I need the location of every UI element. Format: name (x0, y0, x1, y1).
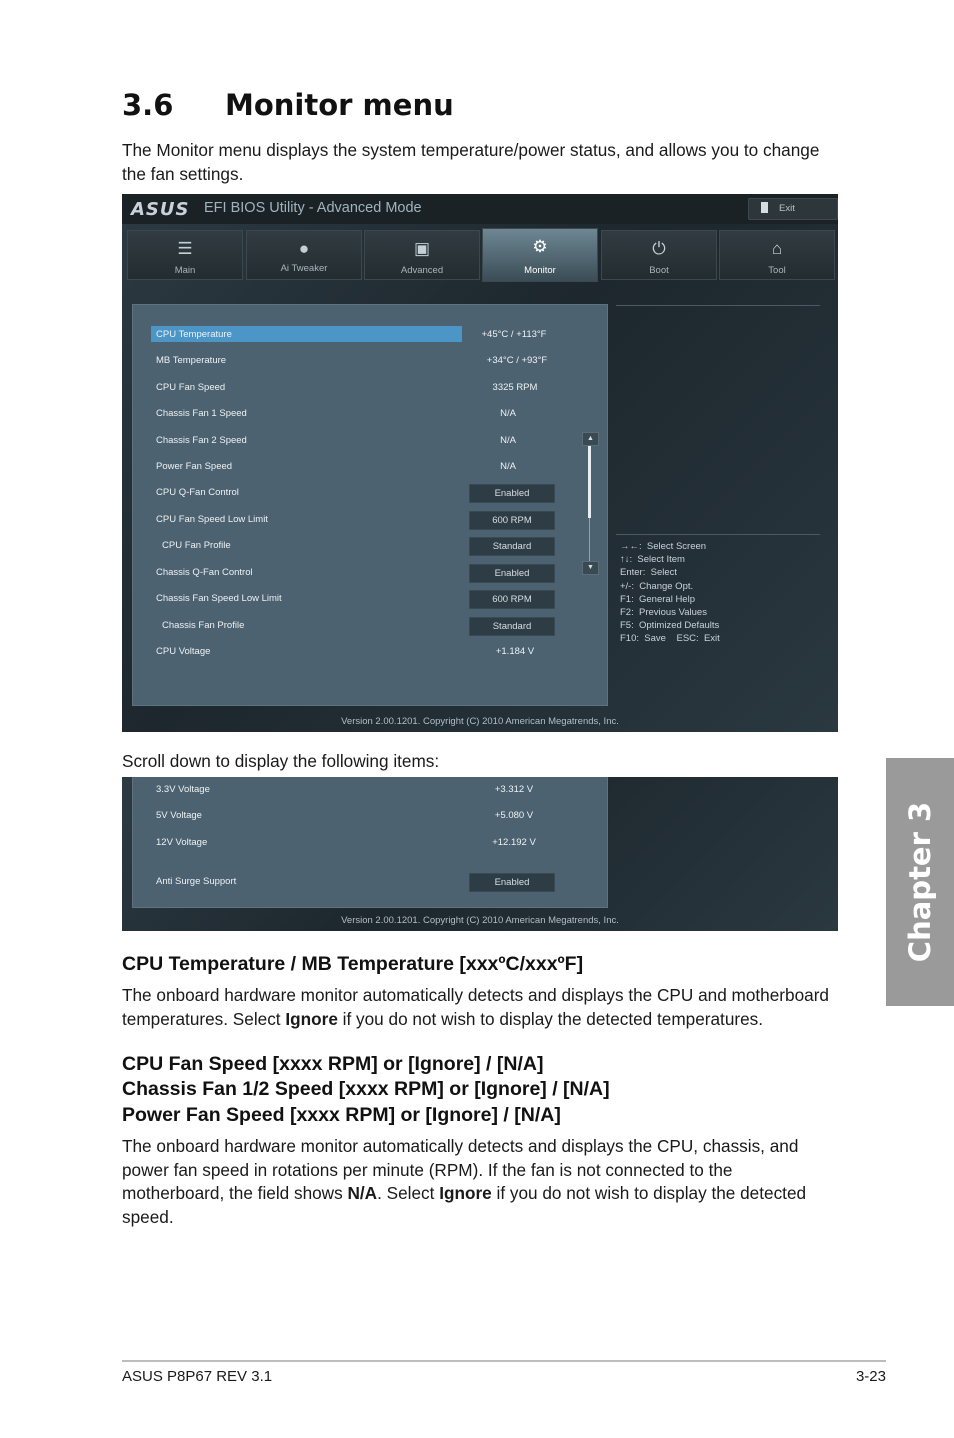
power-icon: ⏻ (652, 239, 666, 258)
val-cpu-temperature: +45°C / +113°F (481, 329, 547, 340)
text-span: if you do not wish to display the detected speed. (122, 1183, 807, 1227)
version-text: Version 2.00.1201. Copyright (C) 2010 American Megatrends, Inc. (341, 716, 619, 727)
row-3v3-voltage[interactable]: 3.3V Voltage (156, 784, 210, 795)
section-heading (122, 88, 454, 122)
row-chassis-fan-1[interactable]: Chassis Fan 1 Speed (156, 408, 247, 419)
scroll-up-arrow-icon[interactable]: ▲ (582, 432, 599, 446)
chapter-tab (886, 758, 954, 1006)
bold-ignore: Ignore (285, 1008, 338, 1029)
chassis-fan-low-limit-select[interactable]: 600 RPM (469, 590, 555, 609)
advanced-icon: ▣ (413, 239, 431, 258)
text-span: The onboard hardware monitor automatically detects and displays the CPU and motherboard temperatures. Select (122, 985, 829, 1029)
help-line: →←: Select Screen (620, 541, 707, 552)
tab-monitor-label: Monitor (524, 265, 556, 276)
list-icon: ☰ (177, 239, 193, 258)
exit-door-icon (761, 202, 768, 213)
chassis-fan-profile-select[interactable]: Standard (469, 617, 555, 636)
page-number: 3-23 (855, 1368, 886, 1385)
section-number: 3.6 (122, 88, 174, 122)
bios-title: EFI BIOS Utility - Advanced Mode (204, 200, 422, 216)
scrollbar-thumb[interactable] (588, 442, 591, 518)
subheading-temperature: CPU Temperature / MB Temperature [xxxºC/xxxºF] (122, 953, 584, 975)
exit-label: Exit (779, 203, 795, 214)
bios-title-bar (122, 194, 838, 224)
subheading-power-fan: Power Fan Speed [xxxx RPM] or [Ignore] / [N/A] (122, 1104, 561, 1126)
row-mb-temperature[interactable]: MB Temperature (156, 355, 227, 366)
anti-surge-select[interactable]: Enabled (469, 873, 555, 892)
help-line: F2: Previous Values (620, 607, 707, 619)
tab-boot-label: Boot (649, 265, 669, 276)
val-chassis-fan-1: N/A (500, 408, 516, 419)
row-cpu-fan-speed[interactable]: CPU Fan Speed (156, 382, 226, 393)
help-line: Enter: Select (620, 567, 678, 579)
scroll-down-arrow-icon[interactable]: ▼ (582, 561, 599, 575)
help-divider-top (616, 305, 820, 306)
row-cpu-fan-profile[interactable]: CPU Fan Profile (162, 540, 231, 551)
version-text-scrolled: Version 2.00.1201. Copyright (C) 2010 American Megatrends, Inc. (341, 915, 619, 926)
tab-monitor[interactable] (482, 228, 598, 282)
exit-button[interactable] (748, 198, 838, 220)
tool-icon: ⌂ (771, 239, 783, 258)
footer-divider (122, 1360, 886, 1362)
help-divider (616, 534, 820, 535)
row-chassis-fan-low-limit[interactable]: Chassis Fan Speed Low Limit (156, 593, 282, 604)
val-cpu-voltage: +1.184 V (495, 646, 535, 657)
row-chassis-fan-profile[interactable]: Chassis Fan Profile (162, 620, 245, 631)
row-cpu-fan-low-limit[interactable]: CPU Fan Speed Low Limit (156, 514, 268, 525)
help-line: ↑↓: Select Item (620, 554, 685, 566)
val-chassis-fan-2: N/A (500, 435, 516, 446)
row-chassis-fan-2[interactable]: Chassis Fan 2 Speed (156, 435, 247, 446)
fan-speed-paragraph (122, 1135, 822, 1229)
cpu-fan-low-limit-select[interactable]: 600 RPM (469, 511, 555, 530)
help-line: +/-: Change Opt. (620, 580, 694, 592)
bios-screenshot (122, 194, 838, 732)
section-title: Monitor menu (225, 88, 454, 122)
row-cpu-qfan-control[interactable]: CPU Q-Fan Control (156, 487, 239, 498)
footer-model: ASUS P8P67 REV 3.1 (122, 1368, 273, 1385)
bold-ignore: Ignore (439, 1183, 492, 1203)
val-power-fan-speed: N/A (500, 461, 516, 472)
tab-tool-label: Tool (768, 265, 786, 276)
text-span: if you do not wish to display the detected temperatures. (337, 1008, 764, 1029)
cpu-qfan-control-select[interactable]: Enabled (469, 484, 555, 503)
row-12v-voltage[interactable]: 12V Voltage (156, 837, 208, 848)
chassis-qfan-control-select[interactable]: Enabled (469, 564, 555, 583)
cpu-fan-profile-select[interactable]: Standard (469, 537, 555, 556)
val-mb-temperature: +34°C / +93°F (486, 355, 548, 366)
subheading-chassis-fan: Chassis Fan 1/2 Speed [xxxx RPM] or [Ignore] / [N/A] (122, 1078, 610, 1100)
chapter-label: Chapter 3 (903, 801, 937, 963)
monitor-icon: ⚙ (532, 237, 548, 256)
row-cpu-temperature[interactable]: CPU Temperature (156, 329, 232, 340)
val-cpu-fan-speed: 3325 RPM (492, 382, 538, 393)
help-line: F10: Save ESC: Exit (620, 633, 720, 645)
temperature-paragraph (122, 984, 838, 1031)
val-3v3-voltage: +3.312 V (494, 784, 534, 795)
row-5v-voltage[interactable]: 5V Voltage (156, 810, 202, 821)
bios-screenshot-scrolled (122, 777, 838, 931)
row-chassis-qfan-control[interactable]: Chassis Q-Fan Control (156, 567, 253, 578)
help-keys (620, 540, 720, 646)
val-12v-voltage: +12.192 V (492, 837, 536, 848)
tweaker-icon: ● (298, 239, 310, 258)
tab-boot[interactable] (601, 230, 717, 280)
asus-logo: ASUS (131, 199, 190, 220)
row-cpu-voltage[interactable]: CPU Voltage (156, 646, 211, 657)
scroll-note: Scroll down to display the following items: (122, 751, 440, 771)
tab-ai-tweaker[interactable] (246, 230, 362, 280)
text-span: The onboard hardware monitor automatically detects and displays the CPU, chassis, and power fan speed in rotations per minute (RPM). If the fan is not connected to the motherboard, the field shows (122, 1136, 799, 1203)
tab-ai-tweaker-label: Ai Tweaker (280, 263, 328, 274)
row-anti-surge[interactable]: Anti Surge Support (156, 876, 237, 887)
tab-main-label: Main (174, 265, 196, 276)
help-line: F5: Optimized Defaults (620, 620, 720, 632)
text-span: . Select (377, 1183, 440, 1203)
tab-advanced[interactable] (364, 230, 480, 280)
tab-main[interactable] (127, 230, 243, 280)
tab-advanced-label: Advanced (400, 265, 444, 276)
tab-tool[interactable] (719, 230, 835, 280)
intro-paragraph: The Monitor menu displays the system temperature/power status, and allows you to change the fan settings. (122, 140, 820, 184)
bold-na: N/A (347, 1183, 378, 1203)
val-5v-voltage: +5.080 V (494, 810, 534, 821)
help-line: F1: General Help (620, 593, 695, 605)
subheading-cpu-fan: CPU Fan Speed [xxxx RPM] or [Ignore] / [N/A] (122, 1053, 544, 1075)
row-power-fan-speed[interactable]: Power Fan Speed (156, 461, 233, 472)
